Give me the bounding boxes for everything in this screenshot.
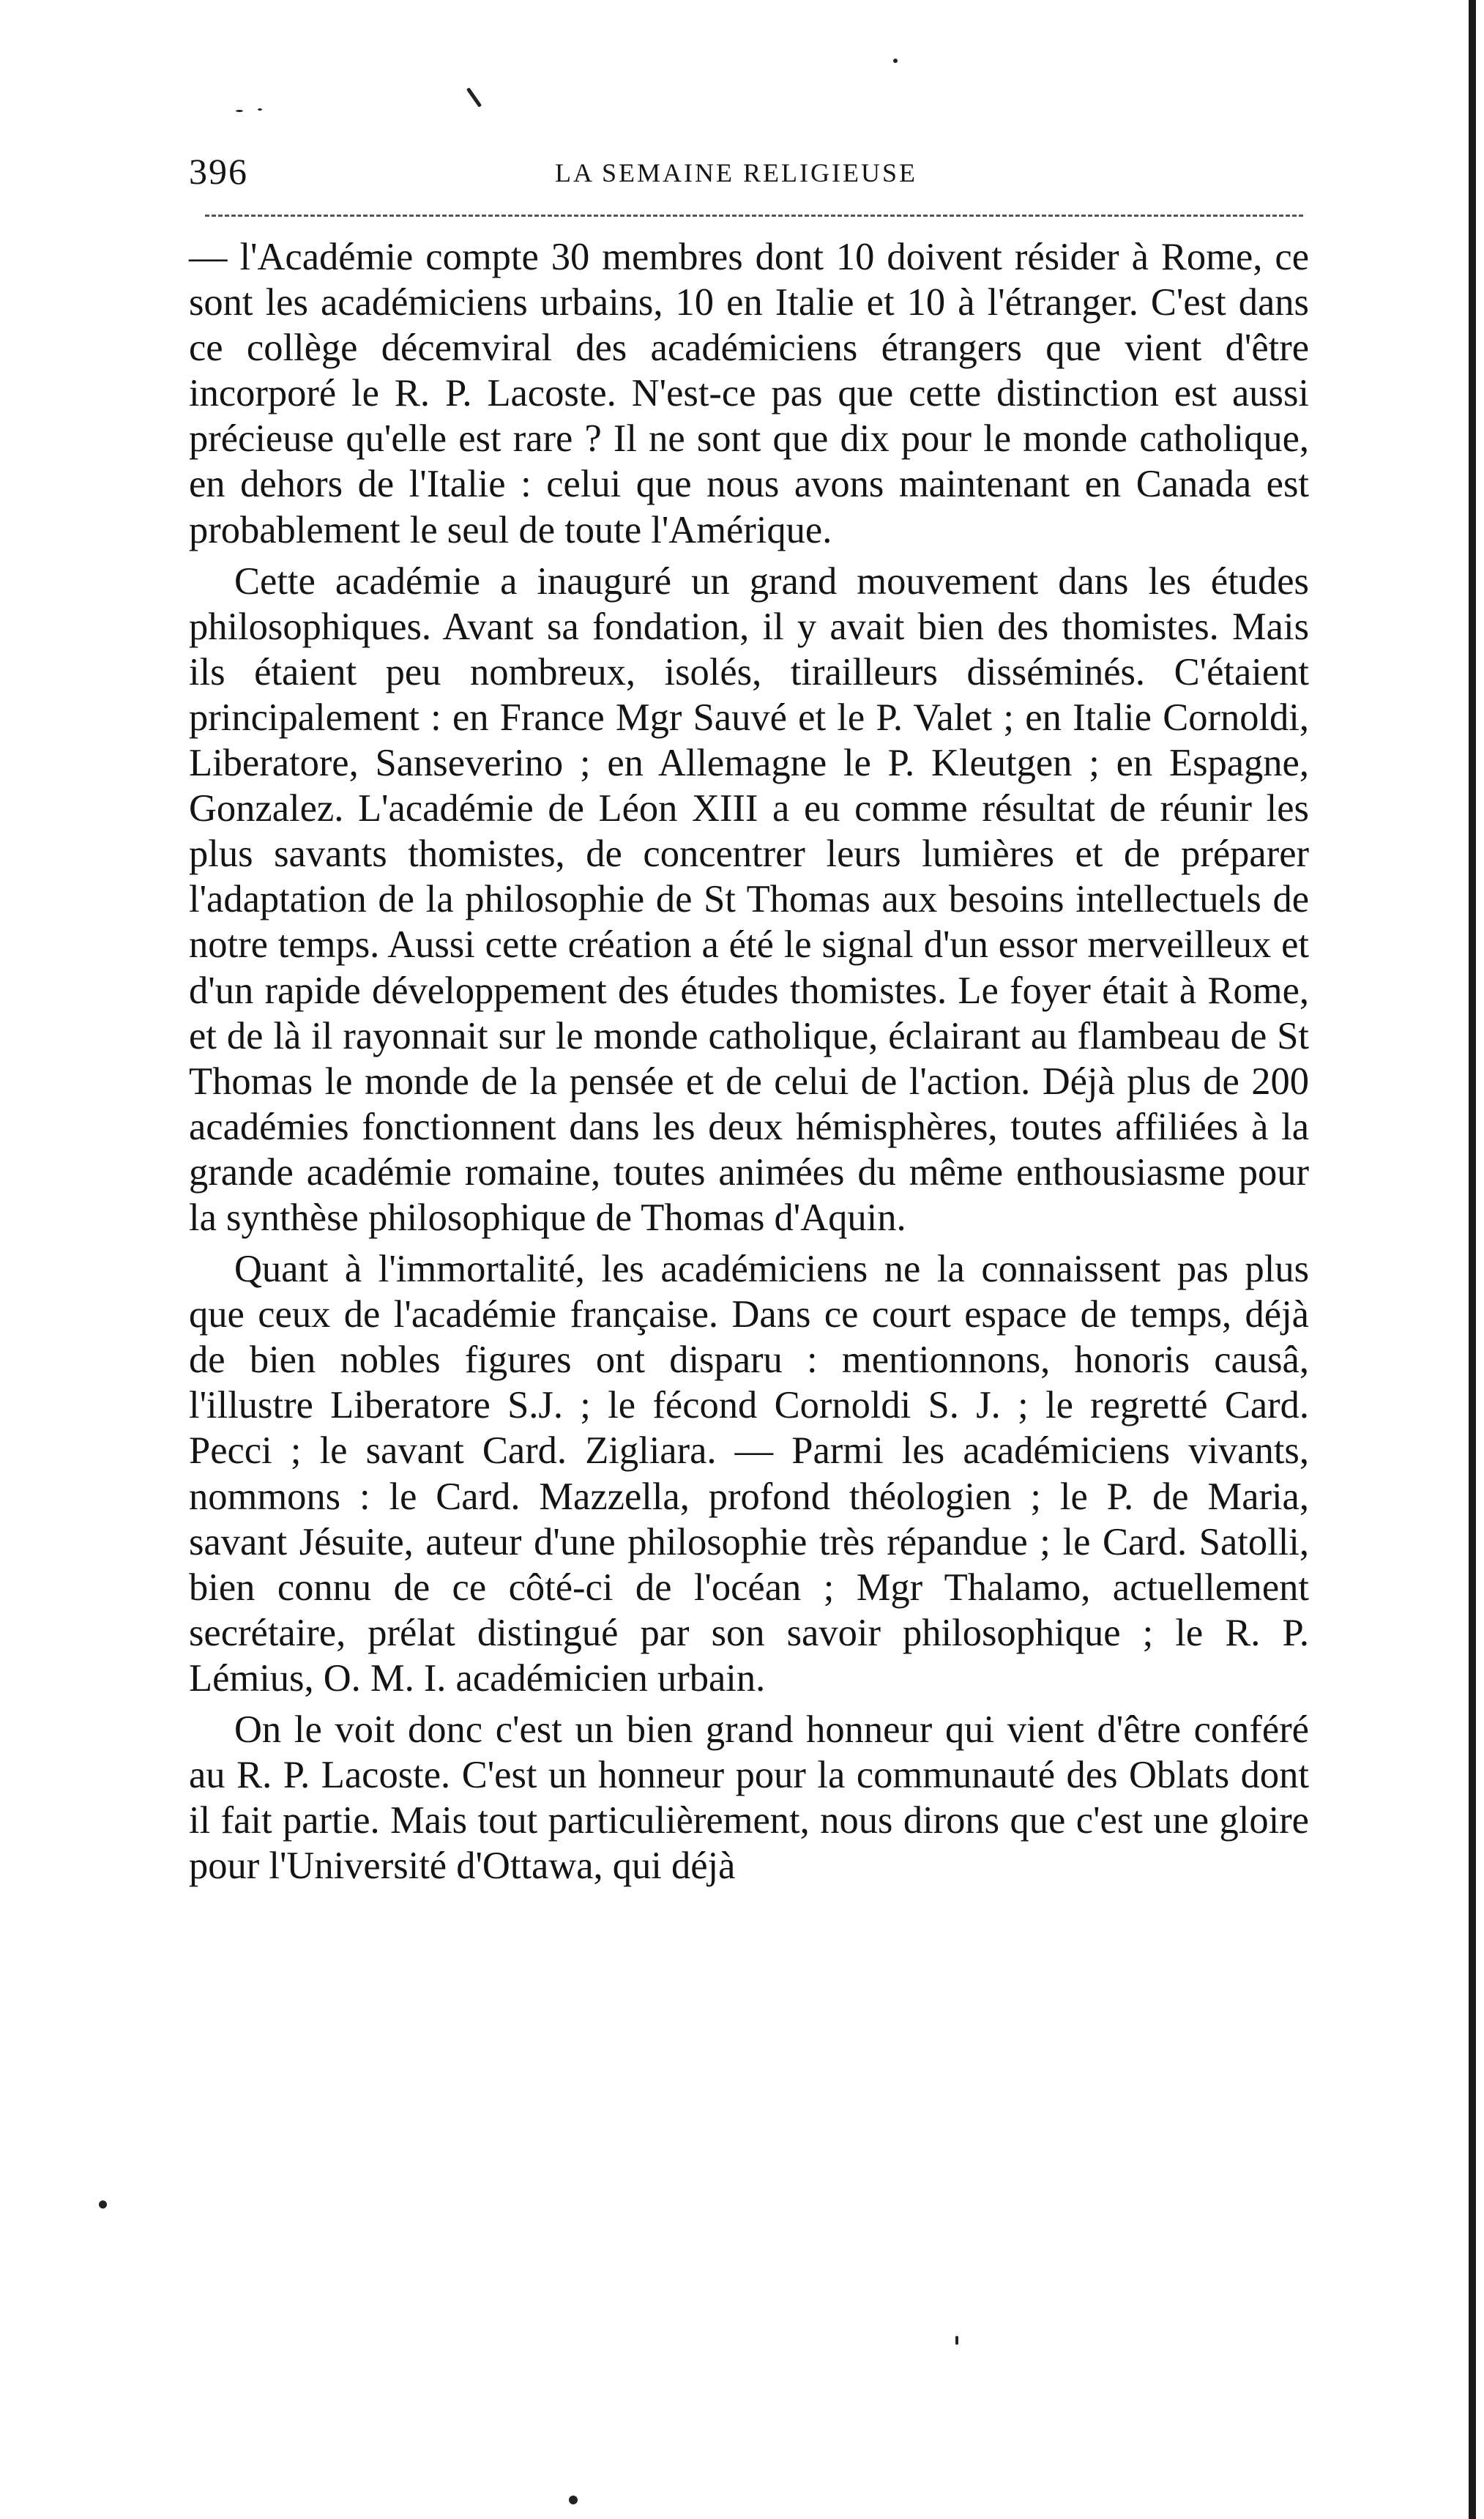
running-title: LA SEMAINE RELIGIEUSE [555, 158, 917, 187]
scan-speck [893, 59, 898, 63]
scan-speck [258, 108, 262, 111]
article-body [189, 234, 1309, 1889]
scan-speck [466, 87, 482, 107]
scan-speck [99, 2200, 107, 2209]
scan-speck [569, 2496, 578, 2504]
paragraph: Quant à l'immortalité, les académiciens ne la connaissent pas plus que ceux de l'académie française. Dans ce court espace de temps, déjà de bien nobles figures ont disparu : mentionnons, honoris causâ, l'illustre Liberatore S.J. ; le fécond Cornoldi S. J. ; le regretté Card. Pecci ; le savant Card. Zigliara. — Parmi les académiciens vivants, nommons : le Card. Mazzella, profond théologien ; le P. de Maria, savant Jésuite, auteur d'une philosophie très répandue ; le Card. Satolli, bien connu de ce côté-ci de l'océan ; Mgr Thalamo, actuellement secrétaire, prélat distingué par son savoir philosophique ; le R. P. Lémius, O. M. I. académicien urbain. [189, 1248, 1309, 1700]
scan-speck [236, 110, 243, 112]
header-rule [205, 215, 1303, 217]
paragraph: On le voit donc c'est un bien grand honneur qui vient d'être conféré au R. P. Lacoste. C'est un honneur pour la communauté des Oblats dont il fait partie. Mais tout particulièrement, nous dirons que c'est une gloire pour l'Université d'Ottawa, qui déjà [189, 1708, 1309, 1888]
page-edge-shadow [1469, 0, 1476, 2519]
page-number: 396 [189, 151, 248, 192]
paragraph: Cette académie a inauguré un grand mouvement dans les études philosophiques. Avant sa fondation, il y avait bien des thomistes. Mais ils étaient peu nombreux, isolés, tirailleurs disséminés. C'étaient principalement : en France Mgr Sauvé et le P. Valet ; en Italie Cornoldi, Liberatore, Sanseverino ; en Allemagne le P. Kleutgen ; en Espagne, Gonzalez. L'académie de Léon XIII a eu comme résultat de réunir les plus savants thomistes, de concentrer leurs lumières et de préparer l'adaptation de la philosophie de St Thomas aux besoins intellectuels de notre temps. Aussi cette création a été le signal d'un essor merveilleux et d'un rapide développement des études thomistes. Le foyer était à Rome, et de là il rayonnait sur le monde catholique, éclairant au flambeau de St Thomas le monde de la pensée et de celui de l'action. Déjà plus de 200 académies fonctionnent dans les deux hémisphères, toutes affiliées à la grande académie romaine, toutes animées du même enthousiasme pour la synthèse philosophique de Thomas d'Aquin. [189, 559, 1309, 1239]
scan-speck [955, 2336, 958, 2345]
page-header [189, 150, 1309, 194]
paragraph: — l'Académie compte 30 membres dont 10 doivent résider à Rome, ce sont les académiciens urbains, 10 en Italie et 10 à l'étranger. C'est dans ce collège décemviral des académiciens étrangers que vient d'être incorporé le R. P. Lacoste. N'est-ce pas que cette distinction est aussi précieuse qu'elle est rare ? Il ne sont que dix pour le monde catholique, en dehors de l'Italie : celui que nous avons maintenant en Canada est probablement le seul de toute l'Amérique. [189, 236, 1309, 551]
